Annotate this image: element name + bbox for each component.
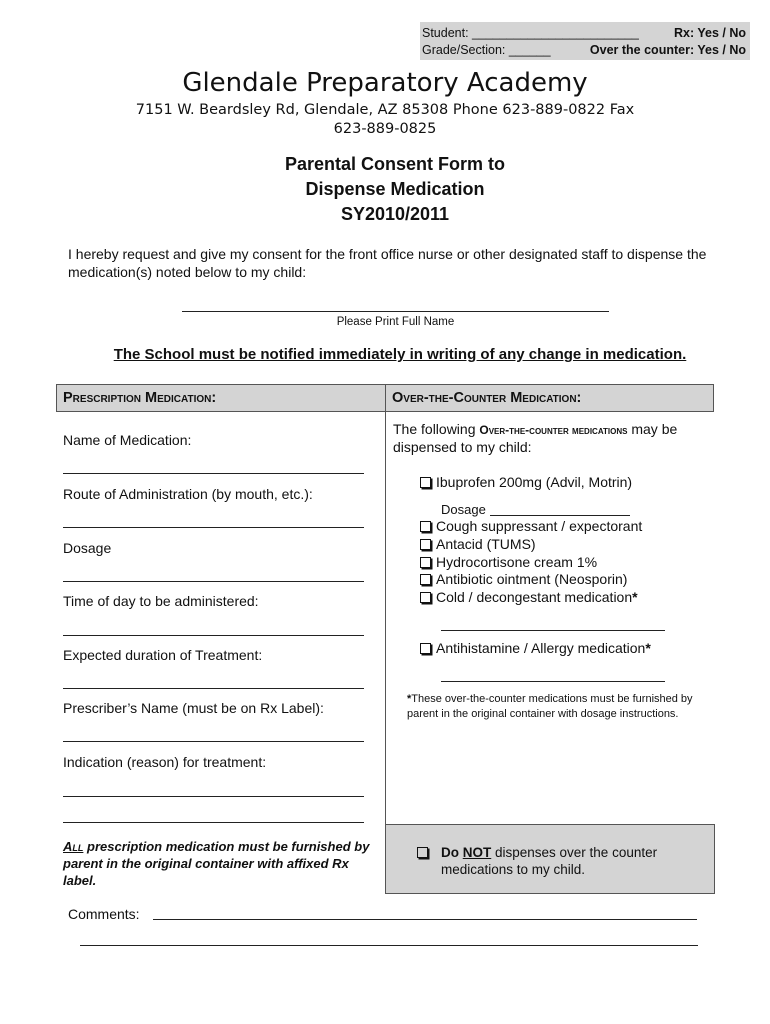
otc-header-text: Over-the-Counter Medication: bbox=[392, 390, 582, 406]
rx-yes-no: Rx: Yes / No bbox=[673, 26, 746, 40]
checkbox-icon[interactable] bbox=[420, 574, 431, 585]
donot-not: NOT bbox=[462, 845, 492, 860]
address-line-1: 7151 W. Beardsley Rd, Glendale, AZ 85308 Phone 623-889-0822 Fax bbox=[135, 102, 635, 118]
prescription-note bbox=[63, 838, 378, 889]
consent-statement: I hereby request and give my consent for the front office nurse or other designated staff to dispense the medication(s) noted below to my child: bbox=[68, 246, 707, 280]
checkbox-hydrocortisone[interactable] bbox=[420, 554, 597, 570]
line-name-of-medication[interactable] bbox=[63, 473, 364, 474]
prescription-header bbox=[56, 384, 386, 412]
field-route: Route of Administration (by mouth, etc.): bbox=[63, 486, 313, 502]
checkbox-icon[interactable] bbox=[420, 521, 431, 532]
star-cold: * bbox=[632, 589, 638, 605]
checkbox-icon[interactable] bbox=[420, 539, 431, 550]
line-route[interactable] bbox=[63, 527, 364, 528]
do-not-dispense-text bbox=[441, 844, 701, 878]
otc-intro-pre: The following bbox=[393, 421, 480, 437]
ibuprofen-dosage-line[interactable] bbox=[490, 515, 630, 516]
school-name: Glendale Preparatory Academy bbox=[182, 68, 588, 98]
otc-yes-no: Over the counter: Yes / No bbox=[589, 43, 746, 57]
student-label: Student: ________________________ bbox=[422, 26, 639, 40]
label-cold: Cold / decongestant medication bbox=[436, 589, 633, 605]
label-cough: Cough suppressant / expectorant bbox=[436, 518, 643, 534]
donot-pre: Do bbox=[441, 845, 463, 860]
checkbox-do-not-dispense[interactable] bbox=[417, 844, 433, 860]
label-hydrocortisone: Hydrocortisone cream 1% bbox=[436, 554, 598, 570]
prescription-note-text: prescription medication must be furnished by parent in the original container with affixed Rx label. bbox=[63, 839, 370, 888]
star-antihistamine: * bbox=[645, 640, 651, 656]
field-prescriber: Prescriber’s Name (must be on Rx Label): bbox=[63, 700, 324, 716]
antihistamine-line[interactable] bbox=[441, 681, 665, 682]
field-dosage: Dosage bbox=[63, 540, 112, 556]
cold-line[interactable] bbox=[441, 630, 665, 631]
otc-intro-post: may be dispensed to my child: bbox=[393, 421, 678, 455]
checkbox-icon[interactable] bbox=[420, 477, 431, 488]
change-notice: The School must be notified immediately in writing of any change in medication. bbox=[113, 346, 687, 363]
field-name-of-medication: Name of Medication: bbox=[63, 432, 192, 448]
otc-intro bbox=[393, 421, 708, 456]
checkbox-icon[interactable] bbox=[420, 592, 431, 603]
checkbox-icon[interactable] bbox=[420, 643, 431, 654]
field-indication: Indication (reason) for treatment: bbox=[63, 754, 267, 770]
footnote-star: * bbox=[407, 693, 412, 705]
title-line-2: Dispense Medication bbox=[305, 179, 485, 199]
checkbox-ibuprofen[interactable] bbox=[420, 474, 632, 490]
otc-footnote bbox=[407, 692, 707, 722]
line-time-of-day[interactable] bbox=[63, 635, 364, 636]
print-name-caption: Please Print Full Name bbox=[336, 316, 455, 328]
student-info-box bbox=[420, 22, 750, 60]
comments-label: Comments: bbox=[68, 906, 140, 922]
comments-line-1[interactable] bbox=[153, 919, 697, 920]
address-line-2: 623-889-0825 bbox=[333, 121, 437, 137]
field-duration: Expected duration of Treatment: bbox=[63, 647, 263, 663]
checkbox-antacid[interactable] bbox=[420, 536, 536, 552]
label-antibiotic: Antibiotic ointment (Neosporin) bbox=[436, 571, 628, 587]
checkbox-icon[interactable] bbox=[420, 557, 431, 568]
checkbox-antibiotic[interactable] bbox=[420, 571, 627, 587]
line-dosage[interactable] bbox=[63, 581, 364, 582]
line-prescriber[interactable] bbox=[63, 741, 364, 742]
form-title bbox=[0, 152, 770, 227]
title-line-3: SY2010/2011 bbox=[340, 204, 450, 224]
prescription-note-all: All bbox=[63, 839, 84, 854]
ibuprofen-dosage-label: Dosage bbox=[441, 502, 486, 517]
otc-intro-smallcaps: Over-the-counter medications bbox=[479, 423, 628, 437]
donot-post: dispenses over the counter medications to my child. bbox=[441, 845, 658, 877]
prescription-header-text: Prescription Medication: bbox=[63, 390, 217, 406]
label-antihistamine: Antihistamine / Allergy medication bbox=[436, 640, 646, 656]
label-ibuprofen: Ibuprofen 200mg (Advil, Motrin) bbox=[436, 474, 633, 490]
line-indication-1[interactable] bbox=[63, 796, 364, 797]
checkbox-antihistamine[interactable] bbox=[420, 640, 651, 656]
field-time-of-day: Time of day to be administered: bbox=[63, 593, 259, 609]
column-divider bbox=[385, 412, 386, 824]
line-indication-2[interactable] bbox=[63, 822, 364, 823]
otc-header bbox=[385, 384, 714, 412]
label-antacid: Antacid (TUMS) bbox=[436, 536, 536, 552]
school-address bbox=[0, 101, 770, 139]
checkbox-cold[interactable] bbox=[420, 589, 638, 605]
print-name-line[interactable] bbox=[182, 311, 609, 312]
checkbox-cough[interactable] bbox=[420, 518, 642, 534]
checkbox-icon[interactable] bbox=[417, 847, 428, 858]
line-duration[interactable] bbox=[63, 688, 364, 689]
comments-line-2[interactable] bbox=[80, 945, 698, 946]
title-line-1: Parental Consent Form to bbox=[284, 154, 506, 174]
grade-section-label: Grade/Section: ______ bbox=[422, 43, 551, 57]
footnote-text: These over-the-counter medications must be furnished by parent in the original container with dosage instructions. bbox=[407, 693, 693, 720]
